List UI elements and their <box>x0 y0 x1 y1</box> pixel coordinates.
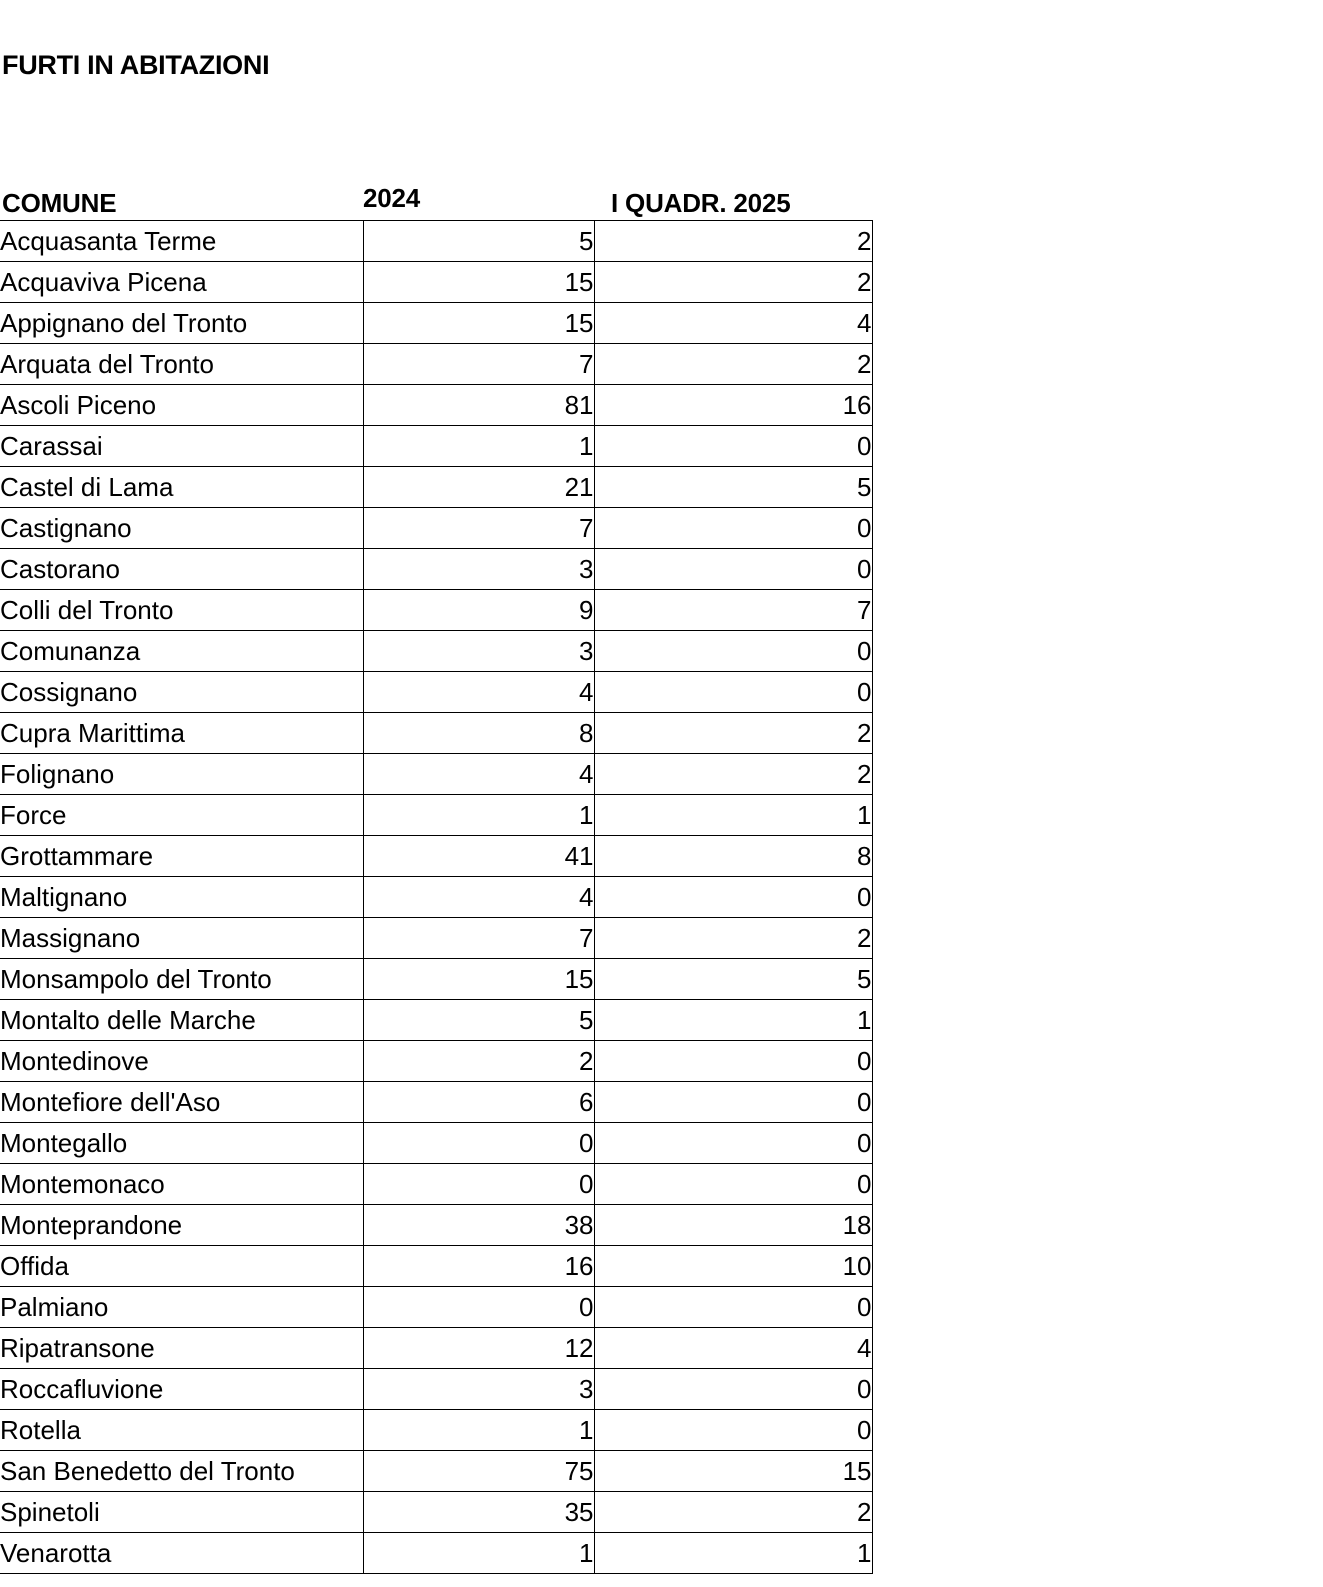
cell-comune: Spinetoli <box>0 1492 363 1533</box>
table-row <box>0 918 872 959</box>
cell-i-quadr-2025: 8 <box>594 836 872 877</box>
table-row <box>0 590 872 631</box>
table-row <box>0 1082 872 1123</box>
cell-2024: 1 <box>363 426 594 467</box>
cell-i-quadr-2025: 2 <box>594 262 872 303</box>
cell-comune: Massignano <box>0 918 363 959</box>
cell-comune: Rotella <box>0 1410 363 1451</box>
cell-comune: Acquaviva Picena <box>0 262 363 303</box>
cell-i-quadr-2025: 2 <box>594 344 872 385</box>
table-row <box>0 836 872 877</box>
cell-comune: Roccafluvione <box>0 1369 363 1410</box>
cell-comune: Ascoli Piceno <box>0 385 363 426</box>
cell-comune: Arquata del Tronto <box>0 344 363 385</box>
cell-2024: 5 <box>363 221 594 262</box>
cell-comune: Force <box>0 795 363 836</box>
table-row <box>0 1410 872 1451</box>
table-row <box>0 1492 872 1533</box>
cell-i-quadr-2025: 2 <box>594 754 872 795</box>
cell-i-quadr-2025: 2 <box>594 221 872 262</box>
table-row <box>0 1287 872 1328</box>
table-row <box>0 1164 872 1205</box>
cell-i-quadr-2025: 7 <box>594 590 872 631</box>
cell-2024: 75 <box>363 1451 594 1492</box>
table-row <box>0 1533 872 1574</box>
table-row <box>0 631 872 672</box>
table-row <box>0 262 872 303</box>
cell-i-quadr-2025: 5 <box>594 467 872 508</box>
cell-comune: Ripatransone <box>0 1328 363 1369</box>
table-row <box>0 795 872 836</box>
table-body <box>0 221 872 1574</box>
data-table <box>0 220 873 1574</box>
table-row <box>0 1000 872 1041</box>
cell-i-quadr-2025: 1 <box>594 1000 872 1041</box>
table-row <box>0 426 872 467</box>
cell-i-quadr-2025: 1 <box>594 795 872 836</box>
cell-i-quadr-2025: 5 <box>594 959 872 1000</box>
cell-2024: 15 <box>363 262 594 303</box>
cell-comune: Castel di Lama <box>0 467 363 508</box>
cell-2024: 5 <box>363 1000 594 1041</box>
table-row <box>0 221 872 262</box>
cell-2024: 4 <box>363 672 594 713</box>
cell-comune: Montemonaco <box>0 1164 363 1205</box>
cell-i-quadr-2025: 0 <box>594 1082 872 1123</box>
cell-comune: Castorano <box>0 549 363 590</box>
cell-2024: 8 <box>363 713 594 754</box>
cell-i-quadr-2025: 4 <box>594 303 872 344</box>
cell-2024: 3 <box>363 549 594 590</box>
cell-comune: Folignano <box>0 754 363 795</box>
cell-i-quadr-2025: 16 <box>594 385 872 426</box>
cell-comune: Maltignano <box>0 877 363 918</box>
cell-i-quadr-2025: 2 <box>594 918 872 959</box>
table-row <box>0 467 872 508</box>
cell-2024: 12 <box>363 1328 594 1369</box>
cell-i-quadr-2025: 10 <box>594 1246 872 1287</box>
cell-comune: Carassai <box>0 426 363 467</box>
cell-comune: Montefiore dell'Aso <box>0 1082 363 1123</box>
cell-2024: 38 <box>363 1205 594 1246</box>
cell-2024: 4 <box>363 877 594 918</box>
cell-2024: 9 <box>363 590 594 631</box>
cell-i-quadr-2025: 0 <box>594 1123 872 1164</box>
cell-comune: Monsampolo del Tronto <box>0 959 363 1000</box>
table-row <box>0 877 872 918</box>
cell-comune: Acquasanta Terme <box>0 221 363 262</box>
table-row <box>0 1123 872 1164</box>
cell-i-quadr-2025: 0 <box>594 508 872 549</box>
cell-2024: 7 <box>363 918 594 959</box>
cell-2024: 0 <box>363 1287 594 1328</box>
cell-2024: 3 <box>363 1369 594 1410</box>
table-row <box>0 1451 872 1492</box>
table-row <box>0 1328 872 1369</box>
table-row <box>0 672 872 713</box>
table-row <box>0 303 872 344</box>
cell-2024: 1 <box>363 1533 594 1574</box>
cell-comune: Palmiano <box>0 1287 363 1328</box>
cell-comune: Colli del Tronto <box>0 590 363 631</box>
cell-comune: Montedinove <box>0 1041 363 1082</box>
column-header-2024: 2024 <box>363 183 421 213</box>
cell-2024: 7 <box>363 344 594 385</box>
cell-comune: Montalto delle Marche <box>0 1000 363 1041</box>
column-header-i-quadr-2025: I QUADR. 2025 <box>611 188 791 218</box>
cell-i-quadr-2025: 1 <box>594 1533 872 1574</box>
cell-i-quadr-2025: 0 <box>594 1164 872 1205</box>
table-row <box>0 549 872 590</box>
table-row <box>0 1205 872 1246</box>
page-title: FURTI IN ABITAZIONI <box>2 50 270 80</box>
table-row <box>0 754 872 795</box>
cell-i-quadr-2025: 0 <box>594 1410 872 1451</box>
table-row <box>0 1369 872 1410</box>
cell-2024: 21 <box>363 467 594 508</box>
cell-comune: Grottammare <box>0 836 363 877</box>
cell-2024: 3 <box>363 631 594 672</box>
cell-comune: Cossignano <box>0 672 363 713</box>
column-header-comune: COMUNE <box>2 188 117 218</box>
cell-i-quadr-2025: 0 <box>594 672 872 713</box>
table-row <box>0 713 872 754</box>
cell-comune: Montegallo <box>0 1123 363 1164</box>
cell-2024: 0 <box>363 1123 594 1164</box>
cell-i-quadr-2025: 0 <box>594 1369 872 1410</box>
cell-2024: 0 <box>363 1164 594 1205</box>
table-row <box>0 385 872 426</box>
cell-2024: 6 <box>363 1082 594 1123</box>
cell-2024: 15 <box>363 303 594 344</box>
cell-2024: 1 <box>363 795 594 836</box>
cell-i-quadr-2025: 4 <box>594 1328 872 1369</box>
cell-i-quadr-2025: 18 <box>594 1205 872 1246</box>
cell-comune: Comunanza <box>0 631 363 672</box>
cell-comune: Castignano <box>0 508 363 549</box>
cell-i-quadr-2025: 2 <box>594 713 872 754</box>
cell-i-quadr-2025: 15 <box>594 1451 872 1492</box>
cell-2024: 2 <box>363 1041 594 1082</box>
cell-i-quadr-2025: 0 <box>594 426 872 467</box>
table-row <box>0 344 872 385</box>
cell-2024: 7 <box>363 508 594 549</box>
cell-i-quadr-2025: 0 <box>594 1041 872 1082</box>
cell-2024: 1 <box>363 1410 594 1451</box>
cell-comune: Cupra Marittima <box>0 713 363 754</box>
cell-2024: 81 <box>363 385 594 426</box>
cell-2024: 4 <box>363 754 594 795</box>
table-row <box>0 1041 872 1082</box>
cell-comune: Offida <box>0 1246 363 1287</box>
cell-i-quadr-2025: 0 <box>594 877 872 918</box>
cell-comune: San Benedetto del Tronto <box>0 1451 363 1492</box>
cell-comune: Venarotta <box>0 1533 363 1574</box>
cell-2024: 15 <box>363 959 594 1000</box>
cell-i-quadr-2025: 2 <box>594 1492 872 1533</box>
table-row <box>0 1246 872 1287</box>
cell-2024: 16 <box>363 1246 594 1287</box>
cell-i-quadr-2025: 0 <box>594 549 872 590</box>
cell-i-quadr-2025: 0 <box>594 1287 872 1328</box>
table-row <box>0 959 872 1000</box>
cell-comune: Appignano del Tronto <box>0 303 363 344</box>
cell-i-quadr-2025: 0 <box>594 631 872 672</box>
cell-comune: Monteprandone <box>0 1205 363 1246</box>
cell-2024: 35 <box>363 1492 594 1533</box>
cell-2024: 41 <box>363 836 594 877</box>
table-row <box>0 508 872 549</box>
